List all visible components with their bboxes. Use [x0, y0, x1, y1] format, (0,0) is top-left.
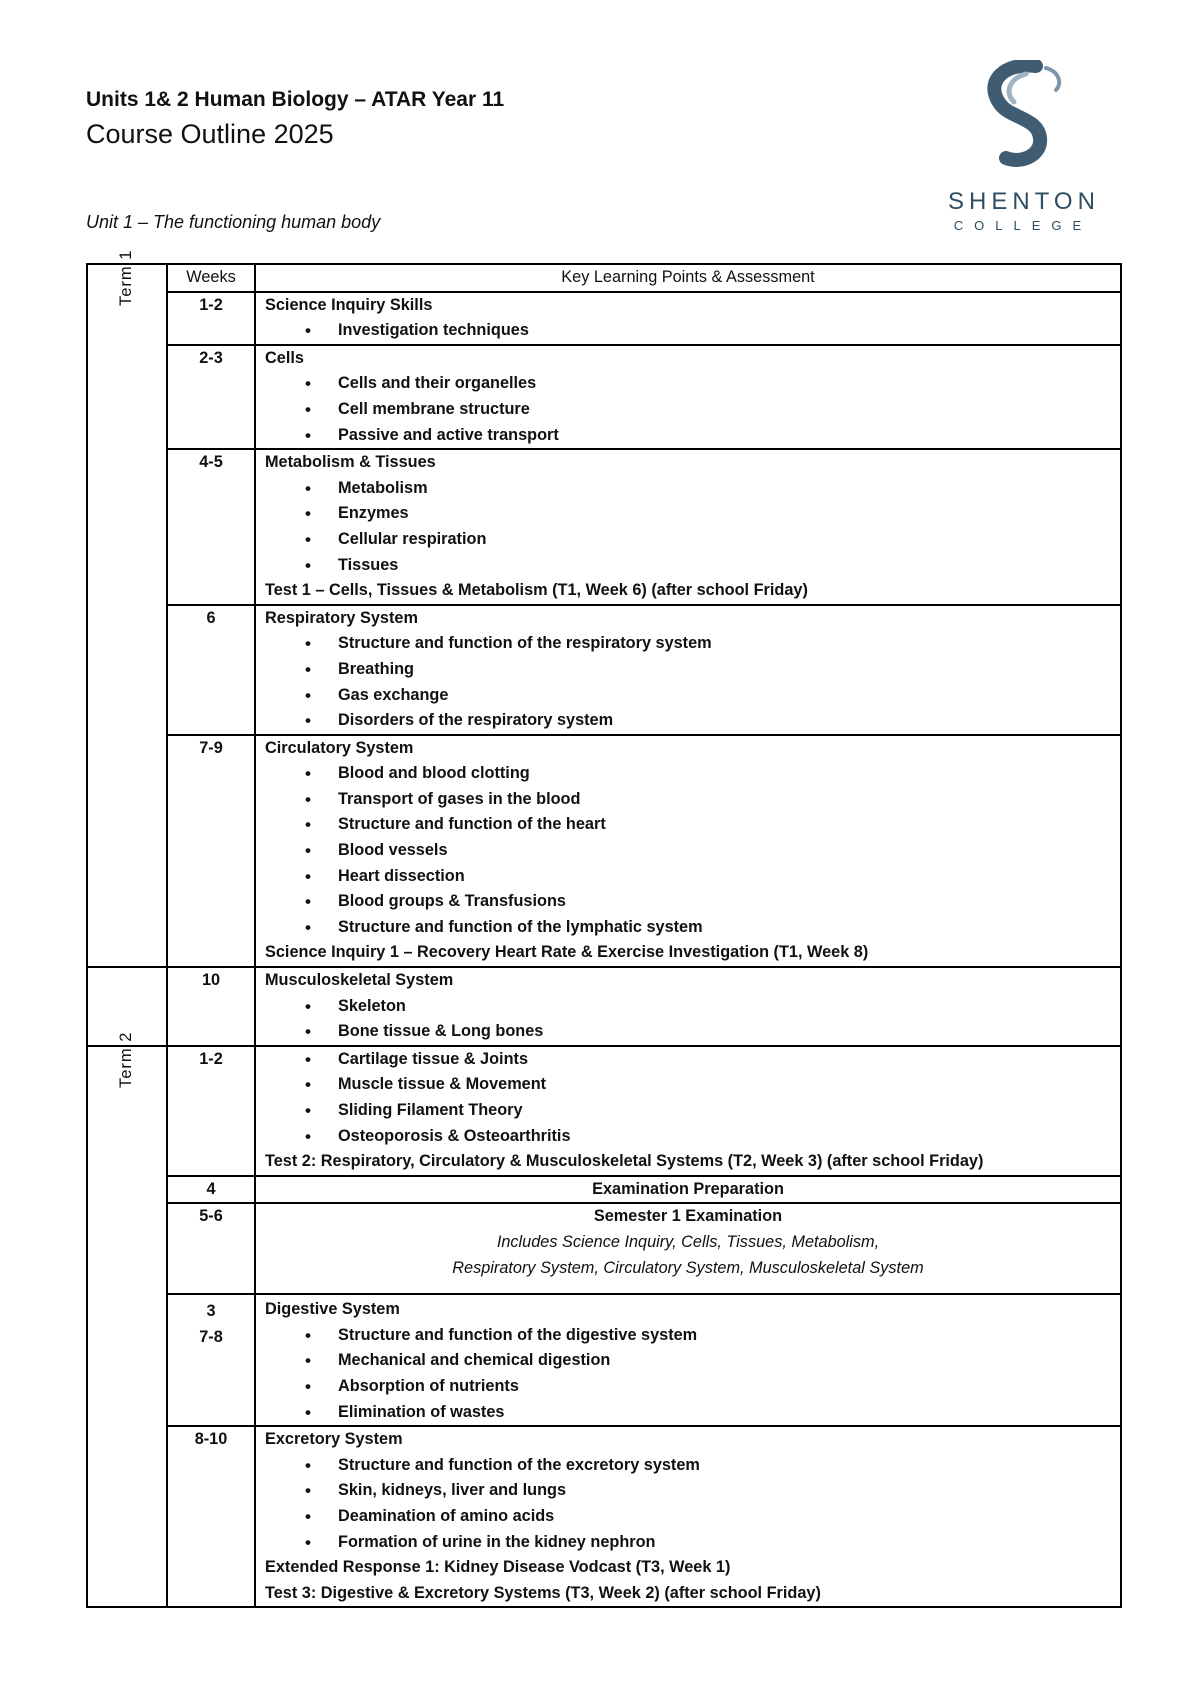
list-item: • Bone tissue & Long bones — [265, 1019, 1111, 1045]
row-weeks: 4 — [167, 1176, 255, 1204]
row-weeks: 1-2 — [167, 292, 255, 345]
list-item: • Cells and their organelles — [265, 371, 1111, 397]
table-header-row — [87, 264, 1121, 292]
term-2-cell — [87, 1031, 167, 1607]
college-s-emblem-icon — [976, 60, 1066, 170]
row-weeks — [167, 1294, 255, 1426]
list-item: • Formation of urine in the kidney nephron — [265, 1530, 1111, 1556]
list-item: • Structure and function of the heart — [265, 812, 1111, 838]
table-row — [87, 345, 1121, 449]
list-item: • Structure and function of the respiratory system — [265, 631, 1111, 657]
weeks-column-header: Weeks — [167, 264, 255, 292]
row-topic: Respiratory System — [265, 608, 418, 627]
list-item: • Transport of gases in the blood — [265, 787, 1111, 813]
table-row — [87, 292, 1121, 345]
row-content — [255, 735, 1121, 967]
list-item: • Breathing — [265, 657, 1111, 683]
list-item: • Gas exchange — [265, 683, 1111, 709]
row-topic: Digestive System — [265, 1300, 400, 1319]
row-topic: Excretory System — [265, 1430, 403, 1449]
document-title: Course Outline 2025 — [86, 119, 334, 149]
list-item: • Absorption of nutrients — [265, 1374, 1111, 1400]
list-item: • Muscle tissue & Movement — [265, 1072, 1111, 1098]
list-item: • Enzymes — [265, 501, 1111, 527]
row-content — [255, 1294, 1121, 1426]
list-item: • Deamination of amino acids — [265, 1504, 1111, 1530]
list-item: • Skeleton — [265, 994, 1111, 1020]
row-topic: Cells — [265, 348, 304, 367]
unit-heading: Unit 1 – The functioning human body — [86, 212, 381, 232]
list-item: • Mechanical and chemical digestion — [265, 1348, 1111, 1374]
row-weeks: 2-3 — [167, 345, 255, 449]
assessment-note: Test 1 – Cells, Tissues & Metabolism (T1, Week 6) (after school Friday) — [265, 581, 808, 600]
row-weeks: 5-6 — [167, 1203, 255, 1294]
table-row — [87, 1176, 1121, 1204]
shenton-college-logo — [948, 60, 1098, 240]
assessment-note: Test 2: Respiratory, Circulatory & Musculoskeletal Systems (T2, Week 3) (after school Friday) — [265, 1152, 984, 1171]
list-item: • Skin, kidneys, liver and lungs — [265, 1478, 1111, 1504]
exam-scope-line-2: Respiratory System, Circulatory System, Musculoskeletal System — [452, 1258, 924, 1277]
row-topic: Metabolism & Tissues — [265, 453, 436, 472]
course-outline-table — [86, 249, 1122, 1608]
list-item: • Structure and function of the excretory system — [265, 1453, 1111, 1479]
term-1-cell — [87, 249, 167, 967]
list-item: • Structure and function of the lymphatic system — [265, 915, 1111, 941]
list-item: • Cell membrane structure — [265, 397, 1111, 423]
list-item: • Metabolism — [265, 476, 1111, 502]
list-item: • Investigation techniques — [265, 318, 1111, 344]
list-item: • Cartilage tissue & Joints — [265, 1047, 1111, 1073]
logo-sub-text: COLLEGE — [953, 218, 1093, 233]
row-content — [255, 292, 1121, 345]
exam-preparation-label: Examination Preparation — [592, 1179, 784, 1198]
semester-exam-label: Semester 1 Examination — [593, 1207, 783, 1226]
row-topic: Musculoskeletal System — [265, 971, 454, 990]
table-row — [87, 1426, 1121, 1607]
row-content — [255, 449, 1121, 605]
list-item: • Heart dissection — [265, 864, 1111, 890]
list-item: • Tissues — [265, 553, 1111, 579]
exam-scope-line-1: Includes Science Inquiry, Cells, Tissues, Metabolism, — [496, 1232, 880, 1251]
row-content — [255, 1426, 1121, 1607]
row-topic: Circulatory System — [265, 738, 414, 757]
assessment-note: Extended Response 1: Kidney Disease Vodcast (T3, Week 1) — [265, 1558, 731, 1577]
list-item: • Blood vessels — [265, 838, 1111, 864]
row-content — [255, 1176, 1121, 1204]
row-weeks: 6 — [167, 605, 255, 735]
list-item: • Sliding Filament Theory — [265, 1098, 1111, 1124]
content-column-header: Key Learning Points & Assessment — [255, 264, 1121, 292]
row-content — [255, 967, 1121, 1046]
row-content — [255, 345, 1121, 449]
logo-name-text: SHENTON — [948, 188, 1100, 215]
list-item: • Passive and active transport — [265, 423, 1111, 449]
assessment-note: Test 3: Digestive & Excretory Systems (T3, Week 2) (after school Friday) — [265, 1583, 821, 1602]
term-1-label: Term 1 — [117, 249, 136, 307]
list-item: • Structure and function of the digestive system — [265, 1323, 1111, 1349]
table-row — [87, 1294, 1121, 1426]
list-item: • Blood and blood clotting — [265, 761, 1111, 787]
table-row — [87, 449, 1121, 605]
row-topic: Science Inquiry Skills — [265, 295, 433, 314]
table-row — [87, 735, 1121, 967]
row-weeks: 4-5 — [167, 449, 255, 605]
row-weeks: 7-9 — [167, 735, 255, 967]
assessment-note: Science Inquiry 1 – Recovery Heart Rate & Exercise Investigation (T1, Week 8) — [265, 943, 869, 962]
list-item: • Disorders of the respiratory system — [265, 708, 1111, 734]
list-item: • Elimination of wastes — [265, 1400, 1111, 1426]
row-weeks: 8-10 — [167, 1426, 255, 1607]
row-weeks-primary: 3 — [206, 1302, 216, 1321]
table-row — [87, 1046, 1121, 1176]
row-weeks: 1-2 — [167, 1046, 255, 1176]
list-item: • Cellular respiration — [265, 527, 1111, 553]
row-content — [255, 605, 1121, 735]
list-item: • Osteoporosis & Osteoarthritis — [265, 1124, 1111, 1150]
row-weeks: 10 — [167, 967, 255, 1046]
list-item: • Blood groups & Transfusions — [265, 889, 1111, 915]
table-row — [87, 605, 1121, 735]
table-row — [87, 967, 1121, 1046]
document-subtitle: Units 1& 2 Human Biology – ATAR Year 11 — [86, 88, 505, 111]
row-content — [255, 1203, 1121, 1294]
term-2-label: Term 2 — [117, 1031, 136, 1088]
row-weeks-secondary: 7-8 — [199, 1327, 223, 1346]
row-content — [255, 1046, 1121, 1176]
table-row — [87, 1203, 1121, 1294]
